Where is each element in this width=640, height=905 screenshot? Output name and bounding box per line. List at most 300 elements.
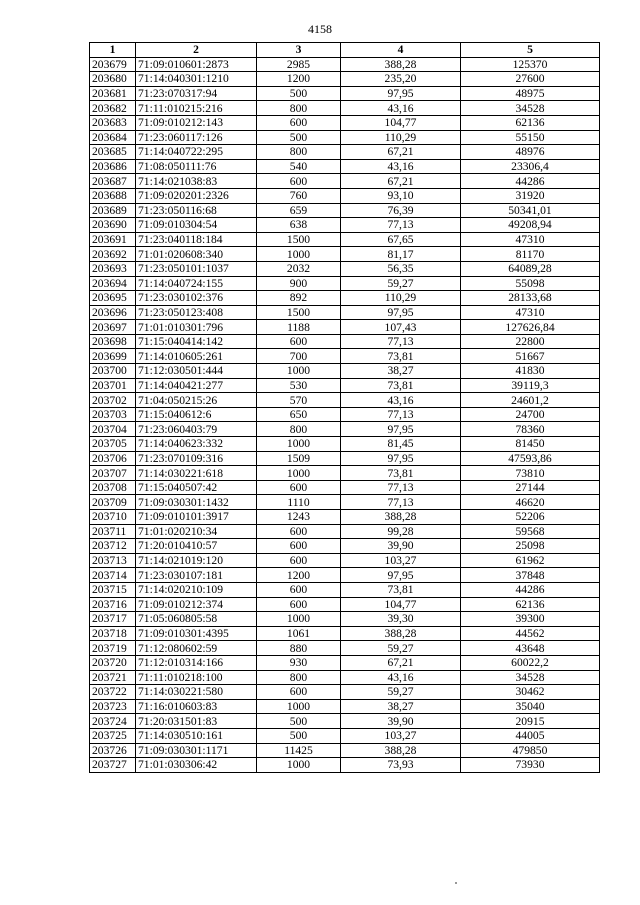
value-cell: 125370: [461, 57, 600, 72]
table-row: [90, 276, 600, 291]
rate-cell: 81,17: [341, 247, 461, 262]
table-row: [90, 115, 600, 130]
cadastral-number-cell: 71:14:040421:277: [136, 378, 257, 393]
value-cell: 60022,2: [461, 655, 600, 670]
cadastral-number-cell: 71:11:010215:216: [136, 101, 257, 116]
cadastral-number-cell: 71:09:020201:2326: [136, 188, 257, 203]
value-cell: 47310: [461, 305, 600, 320]
rate-cell: 38,27: [341, 364, 461, 379]
cadastral-number-cell: 71:09:010101:3917: [136, 510, 257, 525]
table-row: [90, 334, 600, 349]
value-cell: 73810: [461, 466, 600, 481]
rate-cell: 388,28: [341, 57, 461, 72]
row-id-cell: 203711: [90, 524, 136, 539]
rate-cell: 110,29: [341, 291, 461, 306]
row-id-cell: 203693: [90, 261, 136, 276]
value-cell: 46620: [461, 495, 600, 510]
cadastral-number-cell: 71:14:021019:120: [136, 553, 257, 568]
cadastral-number-cell: 71:23:060403:79: [136, 422, 257, 437]
cadastral-number-cell: 71:14:040301:1210: [136, 72, 257, 87]
area-cell: 1000: [257, 364, 341, 379]
cadastral-number-cell: 71:09:010601:2873: [136, 57, 257, 72]
row-id-cell: 203704: [90, 422, 136, 437]
row-id-cell: 203697: [90, 320, 136, 335]
table-row: [90, 539, 600, 554]
rate-cell: 59,27: [341, 276, 461, 291]
cadastral-number-cell: 71:01:020608:340: [136, 247, 257, 262]
rate-cell: 388,28: [341, 743, 461, 758]
row-id-cell: 203682: [90, 101, 136, 116]
row-id-cell: 203690: [90, 218, 136, 233]
area-cell: 1000: [257, 758, 341, 773]
row-id-cell: 203715: [90, 582, 136, 597]
area-cell: 800: [257, 670, 341, 685]
table-row: [90, 553, 600, 568]
value-cell: 39300: [461, 612, 600, 627]
value-cell: 34528: [461, 670, 600, 685]
table-row: [90, 510, 600, 525]
row-id-cell: 203703: [90, 407, 136, 422]
value-cell: 41830: [461, 364, 600, 379]
rate-cell: 99,28: [341, 524, 461, 539]
value-cell: 22800: [461, 334, 600, 349]
cadastral-number-cell: 71:23:070109:316: [136, 451, 257, 466]
table-row: [90, 320, 600, 335]
row-id-cell: 203694: [90, 276, 136, 291]
cadastral-number-cell: 71:16:010603:83: [136, 699, 257, 714]
cadastral-number-cell: 71:05:060805:58: [136, 612, 257, 627]
rate-cell: 39,30: [341, 612, 461, 627]
row-id-cell: 203681: [90, 86, 136, 101]
area-cell: 500: [257, 130, 341, 145]
rate-cell: 39,90: [341, 714, 461, 729]
rate-cell: 93,10: [341, 188, 461, 203]
table-body: [90, 57, 600, 772]
rate-cell: 73,81: [341, 582, 461, 597]
area-cell: 1000: [257, 612, 341, 627]
area-cell: 659: [257, 203, 341, 218]
row-id-cell: 203722: [90, 685, 136, 700]
table-row: [90, 407, 600, 422]
table-row: [90, 743, 600, 758]
area-cell: 570: [257, 393, 341, 408]
area-cell: 1200: [257, 568, 341, 583]
area-cell: 700: [257, 349, 341, 364]
table-row: [90, 670, 600, 685]
area-cell: 1061: [257, 626, 341, 641]
value-cell: 28133,68: [461, 291, 600, 306]
area-cell: 1000: [257, 466, 341, 481]
cadastral-number-cell: 71:14:020210:109: [136, 582, 257, 597]
cadastral-number-cell: 71:14:040722:295: [136, 145, 257, 160]
row-id-cell: 203718: [90, 626, 136, 641]
rate-cell: 67,21: [341, 174, 461, 189]
table-row: [90, 699, 600, 714]
table-row: [90, 261, 600, 276]
area-cell: 1200: [257, 72, 341, 87]
cadastral-number-cell: 71:15:040414:142: [136, 334, 257, 349]
rate-cell: 38,27: [341, 699, 461, 714]
area-cell: 1509: [257, 451, 341, 466]
cadastral-number-cell: 71:23:030102:376: [136, 291, 257, 306]
row-id-cell: 203692: [90, 247, 136, 262]
value-cell: 55098: [461, 276, 600, 291]
cadastral-number-cell: 71:12:080602:59: [136, 641, 257, 656]
column-header-5: 5: [461, 43, 600, 58]
rate-cell: 59,27: [341, 641, 461, 656]
rate-cell: 56,35: [341, 261, 461, 276]
row-id-cell: 203706: [90, 451, 136, 466]
table-row: [90, 422, 600, 437]
area-cell: 600: [257, 480, 341, 495]
area-cell: 600: [257, 539, 341, 554]
table-row: [90, 626, 600, 641]
table-row: [90, 641, 600, 656]
area-cell: 1000: [257, 699, 341, 714]
area-cell: 880: [257, 641, 341, 656]
row-id-cell: 203716: [90, 597, 136, 612]
rate-cell: 388,28: [341, 510, 461, 525]
area-cell: 600: [257, 597, 341, 612]
table-row: [90, 612, 600, 627]
value-cell: 44286: [461, 582, 600, 597]
table-row: [90, 349, 600, 364]
rate-cell: 104,77: [341, 115, 461, 130]
rate-cell: 77,13: [341, 407, 461, 422]
rate-cell: 77,13: [341, 334, 461, 349]
rate-cell: 73,81: [341, 466, 461, 481]
area-cell: 600: [257, 334, 341, 349]
area-cell: 600: [257, 524, 341, 539]
value-cell: 27144: [461, 480, 600, 495]
row-id-cell: 203685: [90, 145, 136, 160]
rate-cell: 97,95: [341, 422, 461, 437]
rate-cell: 67,21: [341, 655, 461, 670]
cadastral-number-cell: 71:11:010218:100: [136, 670, 257, 685]
row-id-cell: 203726: [90, 743, 136, 758]
area-cell: 2985: [257, 57, 341, 72]
rate-cell: 103,27: [341, 553, 461, 568]
row-id-cell: 203721: [90, 670, 136, 685]
table-row: [90, 232, 600, 247]
table-row: [90, 378, 600, 393]
value-cell: 48975: [461, 86, 600, 101]
table-row: [90, 655, 600, 670]
value-cell: 23306,4: [461, 159, 600, 174]
value-cell: 61962: [461, 553, 600, 568]
cadastral-number-cell: 71:20:031501:83: [136, 714, 257, 729]
value-cell: 25098: [461, 539, 600, 554]
rate-cell: 67,21: [341, 145, 461, 160]
table-row: [90, 466, 600, 481]
rate-cell: 103,27: [341, 728, 461, 743]
table-row: [90, 247, 600, 262]
table-row: [90, 305, 600, 320]
table-row: [90, 582, 600, 597]
area-cell: 1000: [257, 437, 341, 452]
table-row: [90, 72, 600, 87]
rate-cell: 97,95: [341, 568, 461, 583]
value-cell: 37848: [461, 568, 600, 583]
area-cell: 1500: [257, 305, 341, 320]
rate-cell: 73,81: [341, 378, 461, 393]
row-id-cell: 203691: [90, 232, 136, 247]
rate-cell: 97,95: [341, 305, 461, 320]
area-cell: 800: [257, 422, 341, 437]
value-cell: 44005: [461, 728, 600, 743]
table-row: [90, 685, 600, 700]
cadastral-number-cell: 71:14:040623:332: [136, 437, 257, 452]
rate-cell: 81,45: [341, 437, 461, 452]
row-id-cell: 203723: [90, 699, 136, 714]
row-id-cell: 203679: [90, 57, 136, 72]
cadastral-number-cell: 71:20:010410:57: [136, 539, 257, 554]
table-row: [90, 728, 600, 743]
rate-cell: 77,13: [341, 495, 461, 510]
cadastral-number-cell: 71:12:030501:444: [136, 364, 257, 379]
area-cell: 1110: [257, 495, 341, 510]
cadastral-number-cell: 71:23:050116:68: [136, 203, 257, 218]
row-id-cell: 203713: [90, 553, 136, 568]
row-id-cell: 203708: [90, 480, 136, 495]
table-row: [90, 57, 600, 72]
row-id-cell: 203727: [90, 758, 136, 773]
cadastral-number-cell: 71:14:030221:618: [136, 466, 257, 481]
row-id-cell: 203695: [90, 291, 136, 306]
table-row: [90, 568, 600, 583]
row-id-cell: 203696: [90, 305, 136, 320]
area-cell: 600: [257, 582, 341, 597]
rate-cell: 43,16: [341, 159, 461, 174]
table-row: [90, 203, 600, 218]
rate-cell: 73,81: [341, 349, 461, 364]
value-cell: 55150: [461, 130, 600, 145]
table-row: [90, 174, 600, 189]
table-row: [90, 291, 600, 306]
table-row: [90, 451, 600, 466]
table-row: [90, 758, 600, 773]
header-row: [90, 43, 600, 58]
cadastral-number-cell: 71:09:010212:143: [136, 115, 257, 130]
area-cell: 930: [257, 655, 341, 670]
rate-cell: 39,90: [341, 539, 461, 554]
rate-cell: 43,16: [341, 670, 461, 685]
page-number: 4158: [308, 22, 332, 36]
row-id-cell: 203689: [90, 203, 136, 218]
row-id-cell: 203714: [90, 568, 136, 583]
table-row: [90, 130, 600, 145]
cadastral-number-cell: 71:08:050111:76: [136, 159, 257, 174]
cadastral-number-cell: 71:23:050123:408: [136, 305, 257, 320]
cadastral-number-cell: 71:09:010301:4395: [136, 626, 257, 641]
area-cell: 800: [257, 145, 341, 160]
row-id-cell: 203698: [90, 334, 136, 349]
row-id-cell: 203720: [90, 655, 136, 670]
rate-cell: 77,13: [341, 480, 461, 495]
value-cell: 62136: [461, 597, 600, 612]
area-cell: 600: [257, 685, 341, 700]
area-cell: 1500: [257, 232, 341, 247]
area-cell: 800: [257, 101, 341, 116]
rate-cell: 388,28: [341, 626, 461, 641]
row-id-cell: 203686: [90, 159, 136, 174]
scan-speck: [455, 882, 457, 884]
area-cell: 500: [257, 714, 341, 729]
table-row: [90, 437, 600, 452]
area-cell: 900: [257, 276, 341, 291]
cadastral-number-cell: 71:14:040724:155: [136, 276, 257, 291]
area-cell: 500: [257, 86, 341, 101]
value-cell: 43648: [461, 641, 600, 656]
area-cell: 650: [257, 407, 341, 422]
area-cell: 760: [257, 188, 341, 203]
row-id-cell: 203688: [90, 188, 136, 203]
value-cell: 78360: [461, 422, 600, 437]
value-cell: 24700: [461, 407, 600, 422]
cadastral-number-cell: 71:23:060117:126: [136, 130, 257, 145]
value-cell: 35040: [461, 699, 600, 714]
cadastral-number-cell: 71:01:020210:34: [136, 524, 257, 539]
rate-cell: 110,29: [341, 130, 461, 145]
cadastral-number-cell: 71:01:030306:42: [136, 758, 257, 773]
table-row: [90, 393, 600, 408]
table-row: [90, 480, 600, 495]
value-cell: 127626,84: [461, 320, 600, 335]
cadastral-number-cell: 71:15:040507:42: [136, 480, 257, 495]
cadastral-number-cell: 71:01:010301:796: [136, 320, 257, 335]
rate-cell: 73,93: [341, 758, 461, 773]
value-cell: 34528: [461, 101, 600, 116]
value-cell: 50341,01: [461, 203, 600, 218]
row-id-cell: 203680: [90, 72, 136, 87]
cadastral-number-cell: 71:23:040118:184: [136, 232, 257, 247]
cadastral-number-cell: 71:14:010605:261: [136, 349, 257, 364]
value-cell: 73930: [461, 758, 600, 773]
row-id-cell: 203699: [90, 349, 136, 364]
cadastral-number-cell: 71:09:010304:54: [136, 218, 257, 233]
row-id-cell: 203684: [90, 130, 136, 145]
cadastral-number-cell: 71:23:050101:1037: [136, 261, 257, 276]
column-header-4: 4: [341, 43, 461, 58]
rate-cell: 235,20: [341, 72, 461, 87]
value-cell: 20915: [461, 714, 600, 729]
rate-cell: 67,65: [341, 232, 461, 247]
value-cell: 64089,28: [461, 261, 600, 276]
row-id-cell: 203724: [90, 714, 136, 729]
area-cell: 540: [257, 159, 341, 174]
table-row: [90, 188, 600, 203]
row-id-cell: 203709: [90, 495, 136, 510]
value-cell: 47593,86: [461, 451, 600, 466]
cadastral-number-cell: 71:09:030301:1432: [136, 495, 257, 510]
value-cell: 81450: [461, 437, 600, 452]
cadastral-number-cell: 71:14:030510:161: [136, 728, 257, 743]
value-cell: 47310: [461, 232, 600, 247]
area-cell: 500: [257, 728, 341, 743]
table-row: [90, 145, 600, 160]
row-id-cell: 203712: [90, 539, 136, 554]
rate-cell: 43,16: [341, 101, 461, 116]
row-id-cell: 203700: [90, 364, 136, 379]
row-id-cell: 203717: [90, 612, 136, 627]
row-id-cell: 203705: [90, 437, 136, 452]
rate-cell: 76,39: [341, 203, 461, 218]
value-cell: 48976: [461, 145, 600, 160]
area-cell: 1188: [257, 320, 341, 335]
cadastral-number-cell: 71:14:030221:580: [136, 685, 257, 700]
table-row: [90, 86, 600, 101]
value-cell: 44562: [461, 626, 600, 641]
value-cell: 49208,94: [461, 218, 600, 233]
area-cell: 600: [257, 553, 341, 568]
table-row: [90, 101, 600, 116]
area-cell: 600: [257, 174, 341, 189]
area-cell: 892: [257, 291, 341, 306]
row-id-cell: 203702: [90, 393, 136, 408]
column-header-1: 1: [90, 43, 136, 58]
cadastral-number-cell: 71:15:040612:6: [136, 407, 257, 422]
rate-cell: 107,43: [341, 320, 461, 335]
row-id-cell: 203683: [90, 115, 136, 130]
rate-cell: 97,95: [341, 451, 461, 466]
table-row: [90, 364, 600, 379]
registry-table: [89, 42, 600, 773]
rate-cell: 77,13: [341, 218, 461, 233]
cadastral-number-cell: 71:23:030107:181: [136, 568, 257, 583]
value-cell: 27600: [461, 72, 600, 87]
table-row: [90, 218, 600, 233]
rate-cell: 59,27: [341, 685, 461, 700]
row-id-cell: 203701: [90, 378, 136, 393]
value-cell: 39119,3: [461, 378, 600, 393]
area-cell: 1243: [257, 510, 341, 525]
cadastral-number-cell: 71:04:050215:26: [136, 393, 257, 408]
cadastral-number-cell: 71:12:010314:166: [136, 655, 257, 670]
area-cell: 2032: [257, 261, 341, 276]
row-id-cell: 203725: [90, 728, 136, 743]
value-cell: 62136: [461, 115, 600, 130]
table-row: [90, 159, 600, 174]
value-cell: 51667: [461, 349, 600, 364]
column-header-3: 3: [257, 43, 341, 58]
value-cell: 52206: [461, 510, 600, 525]
column-header-2: 2: [136, 43, 257, 58]
value-cell: 479850: [461, 743, 600, 758]
cadastral-number-cell: 71:09:010212:374: [136, 597, 257, 612]
table-row: [90, 495, 600, 510]
row-id-cell: 203710: [90, 510, 136, 525]
table-row: [90, 597, 600, 612]
area-cell: 1000: [257, 247, 341, 262]
value-cell: 30462: [461, 685, 600, 700]
area-cell: 11425: [257, 743, 341, 758]
value-cell: 31920: [461, 188, 600, 203]
area-cell: 638: [257, 218, 341, 233]
table-row: [90, 524, 600, 539]
cadastral-number-cell: 71:14:021038:83: [136, 174, 257, 189]
rate-cell: 97,95: [341, 86, 461, 101]
cadastral-number-cell: 71:09:030301:1171: [136, 743, 257, 758]
value-cell: 59568: [461, 524, 600, 539]
row-id-cell: 203719: [90, 641, 136, 656]
table-row: [90, 714, 600, 729]
row-id-cell: 203707: [90, 466, 136, 481]
cadastral-number-cell: 71:23:070317:94: [136, 86, 257, 101]
row-id-cell: 203687: [90, 174, 136, 189]
area-cell: 530: [257, 378, 341, 393]
value-cell: 24601,2: [461, 393, 600, 408]
rate-cell: 104,77: [341, 597, 461, 612]
